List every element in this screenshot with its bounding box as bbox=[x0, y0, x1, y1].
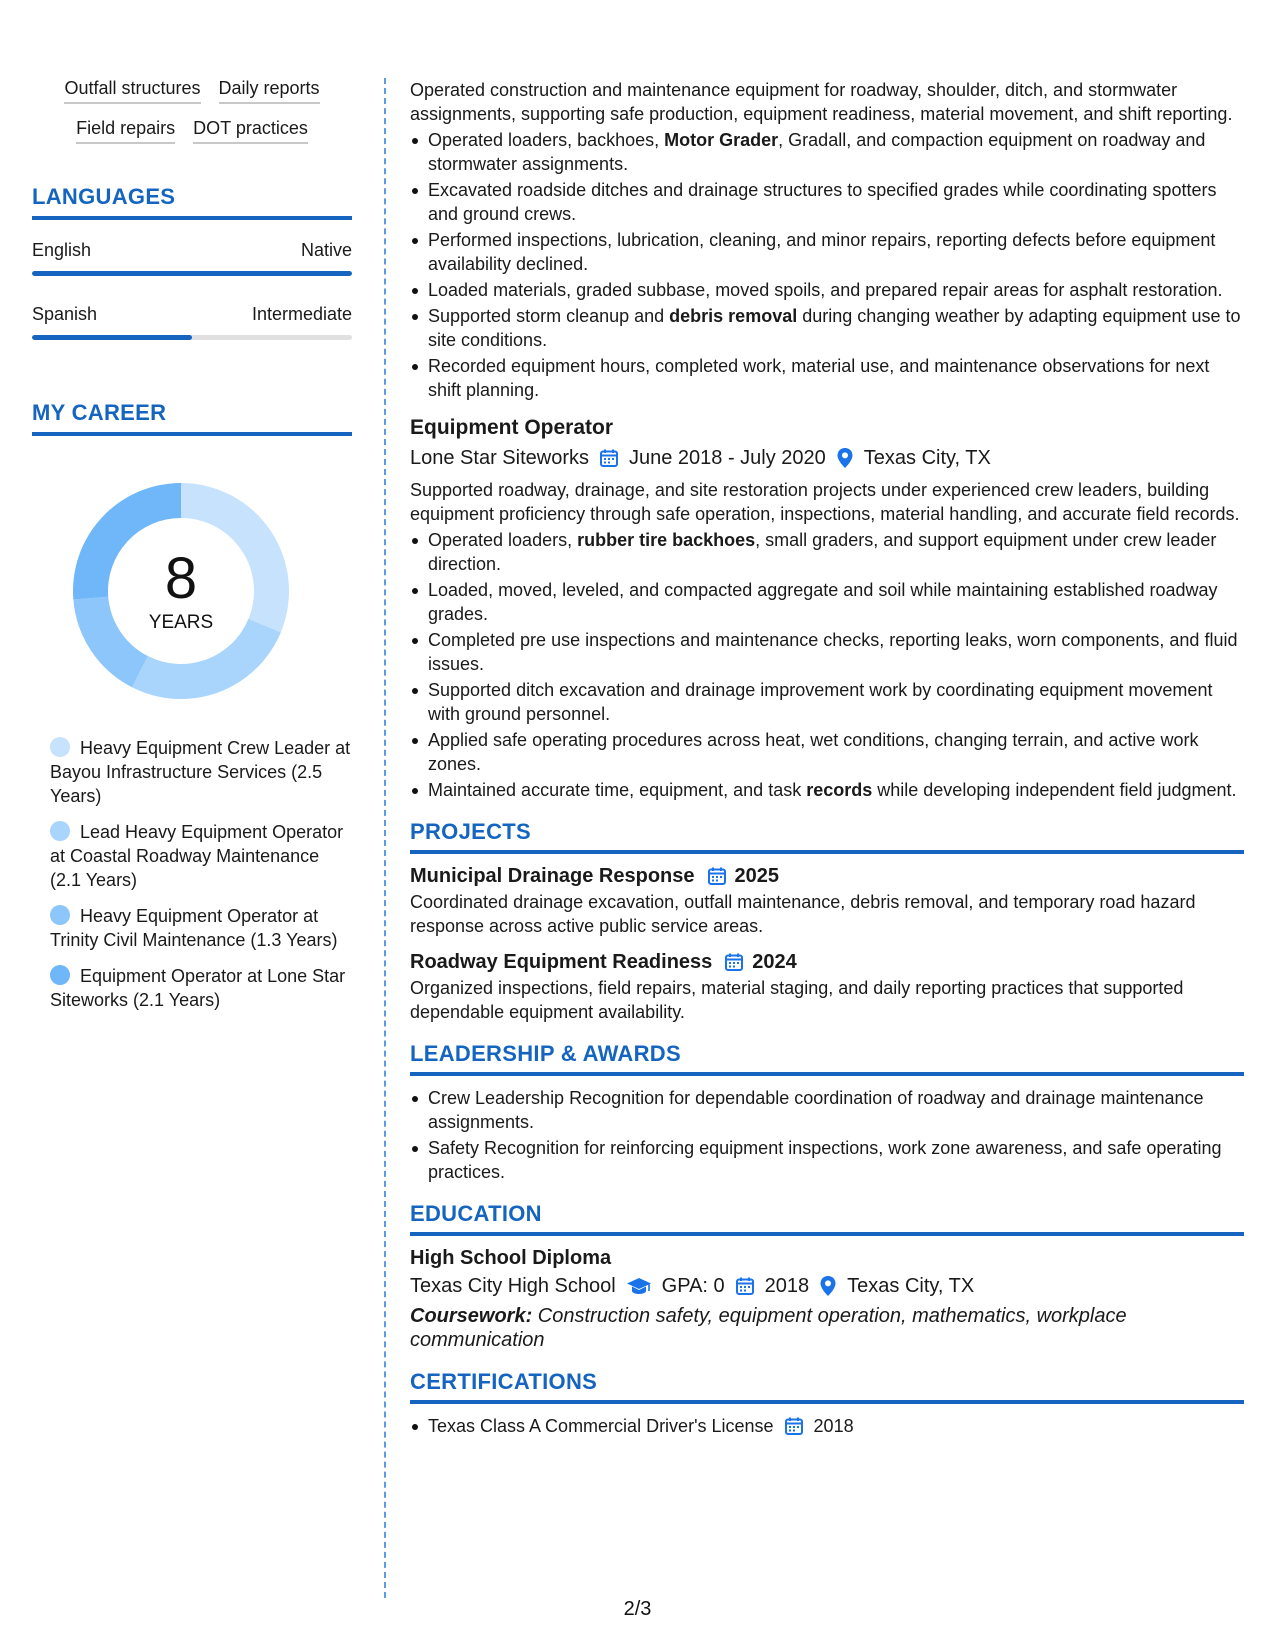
certification-item bbox=[410, 1414, 1244, 1438]
job2-company: Lone Star Siteworks bbox=[410, 447, 589, 469]
project-name: Roadway Equipment Readiness bbox=[410, 951, 713, 973]
education-meta bbox=[410, 1274, 1244, 1298]
career-legend-item bbox=[50, 904, 352, 952]
career-heading: MY CAREER bbox=[32, 400, 352, 436]
job2-bullet: Supported ditch excavation and drainage improvement work by coordinating equipment movement with ground personnel. bbox=[410, 678, 1244, 726]
bold-keyword: debris removal bbox=[669, 306, 798, 326]
project-year bbox=[707, 864, 780, 888]
career-legend-item bbox=[50, 964, 352, 1012]
leadership-item: Safety Recognition for reinforcing equipment inspections, work zone awareness, and safe operating practices. bbox=[410, 1136, 1244, 1184]
career-legend bbox=[32, 736, 352, 1012]
job2-meta bbox=[410, 446, 1244, 470]
projects-heading: PROJECTS bbox=[410, 820, 1244, 854]
legend-dot bbox=[50, 965, 70, 985]
project-year-text: 2025 bbox=[734, 865, 780, 887]
language-item bbox=[32, 304, 352, 340]
career-legend-item bbox=[50, 736, 352, 808]
language-level: Native bbox=[300, 240, 352, 260]
project-name: Municipal Drainage Response bbox=[410, 865, 695, 887]
calendar-icon bbox=[707, 866, 727, 886]
certifications-list bbox=[410, 1414, 1244, 1438]
job2-dates: June 2018 - July 2020 bbox=[628, 447, 826, 469]
donut-center bbox=[66, 476, 296, 706]
education-degree: High School Diploma bbox=[410, 1247, 612, 1269]
career-legend-item bbox=[50, 820, 352, 892]
language-name: English bbox=[32, 240, 92, 260]
column-divider bbox=[384, 78, 386, 1598]
location-pin-icon bbox=[819, 1275, 837, 1297]
education-gpa: GPA: 0 bbox=[661, 1275, 725, 1297]
leadership-heading: LEADERSHIP & AWARDS bbox=[410, 1042, 1244, 1076]
career-legend-label: Equipment Operator at Lone Star Siteworks (2.1 Years) bbox=[50, 966, 346, 1010]
language-bar-fill bbox=[32, 335, 192, 340]
certification-year: 2018 bbox=[813, 1416, 854, 1436]
job2-bullet: Completed pre use inspections and maintenance checks, reporting leaks, worn components, and fluid issues. bbox=[410, 628, 1244, 676]
job2-bullet: Loaded, moved, leveled, and compacted aggregate and soil while maintaining established roadway grades. bbox=[410, 578, 1244, 626]
language-row bbox=[32, 304, 352, 325]
certification-row bbox=[428, 1414, 1244, 1438]
career-years-value: 8 bbox=[164, 546, 198, 611]
language-level: Intermediate bbox=[251, 304, 352, 324]
job2-location: Texas City, TX bbox=[863, 447, 991, 469]
skill-tag-row bbox=[76, 118, 308, 144]
career-donut-chart bbox=[66, 476, 296, 706]
bold-keyword: Motor Grader bbox=[664, 130, 779, 150]
location-pin-icon bbox=[836, 447, 854, 469]
calendar-icon bbox=[599, 448, 619, 468]
calendar-icon bbox=[735, 1276, 755, 1296]
leadership-list bbox=[410, 1086, 1244, 1184]
project-description: Organized inspections, field repairs, material staging, and daily reporting practices that supported dependable equipment availability. bbox=[410, 978, 1184, 1022]
projects-list bbox=[410, 864, 1244, 1024]
skill-tag: DOT practices bbox=[193, 118, 308, 144]
job1-bullet: Recorded equipment hours, completed work, material use, and maintenance observations for next shift planning. bbox=[410, 354, 1244, 402]
education-year: 2018 bbox=[764, 1275, 810, 1297]
project-description: Coordinated drainage excavation, outfall maintenance, debris removal, and temporary road hazard response across active public service areas. bbox=[410, 892, 1196, 936]
coursework-text: Construction safety, equipment operation, mathematics, workplace communication bbox=[410, 1305, 1127, 1351]
job2-bullets bbox=[410, 528, 1244, 802]
language-item bbox=[32, 240, 352, 276]
languages-heading: LANGUAGES bbox=[32, 184, 352, 220]
job2-title: Equipment Operator bbox=[410, 416, 614, 439]
job2-bullet: Maintained accurate time, equipment, and task records while developing independent field judgment. bbox=[410, 778, 1244, 802]
job1-summary: Operated construction and maintenance equipment for roadway, shoulder, ditch, and stormwater assignments, supporting safe production, equipment readiness, material movement, and shift reporting. bbox=[410, 80, 1233, 124]
job1-bullet: Loaded materials, graded subbase, moved spoils, and prepared repair areas for asphalt restoration. bbox=[410, 278, 1244, 302]
career-legend-label: Heavy Equipment Operator at Trinity Civil Maintenance (1.3 Years) bbox=[50, 906, 338, 950]
career-legend-label: Lead Heavy Equipment Operator at Coastal Roadway Maintenance (2.1 Years) bbox=[50, 822, 344, 890]
language-bar bbox=[32, 335, 352, 340]
job1-bullet: Performed inspections, lubrication, cleaning, and minor repairs, reporting defects before equipment availability declined. bbox=[410, 228, 1244, 276]
certifications-heading: CERTIFICATIONS bbox=[410, 1370, 1244, 1404]
languages-list bbox=[32, 240, 352, 340]
education-school: Texas City High School bbox=[410, 1275, 616, 1297]
right-column bbox=[410, 78, 1244, 1440]
skill-tag: Field repairs bbox=[76, 118, 175, 144]
bold-keyword: rubber tire backhoes bbox=[577, 530, 756, 550]
leadership-item: Crew Leadership Recognition for dependable coordination of roadway and drainage maintenance assignments. bbox=[410, 1086, 1244, 1134]
education-heading: EDUCATION bbox=[410, 1202, 1244, 1236]
skill-tag-row bbox=[64, 78, 319, 104]
project-year-text: 2024 bbox=[752, 951, 797, 973]
language-bar-fill bbox=[32, 271, 352, 276]
coursework-label: Coursework: bbox=[410, 1305, 533, 1327]
career-years-label: YEARS bbox=[148, 612, 214, 633]
bold-keyword: records bbox=[806, 780, 873, 800]
language-row bbox=[32, 240, 352, 261]
job1-bullets bbox=[410, 128, 1244, 402]
job1-bullet: Excavated roadside ditches and drainage structures to specified grades while coordinating spotters and ground crews. bbox=[410, 178, 1244, 226]
certification-name: Texas Class A Commercial Driver's License bbox=[428, 1416, 774, 1436]
legend-dot bbox=[50, 737, 70, 757]
career-section bbox=[32, 400, 352, 1012]
skill-tag: Daily reports bbox=[219, 78, 320, 104]
job2-bullet: Operated loaders, rubber tire backhoes, small graders, and support equipment under crew leader direction. bbox=[410, 528, 1244, 576]
project-year bbox=[724, 950, 797, 974]
job2-bullet: Applied safe operating procedures across heat, wet conditions, changing terrain, and active work zones. bbox=[410, 728, 1244, 776]
page-number: 2/3 bbox=[623, 1598, 652, 1620]
job2-summary: Supported roadway, drainage, and site restoration projects under experienced crew leaders, building equipment proficiency through safe operation, inspections, material handling, and accurate field records. bbox=[410, 480, 1240, 524]
skills-tags bbox=[32, 78, 352, 144]
left-column bbox=[32, 78, 352, 1024]
job1-bullet: Operated loaders, backhoes, Motor Grader, Gradall, and compaction equipment on roadway and stormwater assignments. bbox=[410, 128, 1244, 176]
project-title bbox=[410, 864, 1244, 888]
career-legend-label: Heavy Equipment Crew Leader at Bayou Infrastructure Services (2.5 Years) bbox=[50, 738, 351, 806]
language-name: Spanish bbox=[32, 304, 98, 324]
education-location: Texas City, TX bbox=[847, 1275, 975, 1297]
language-bar bbox=[32, 271, 352, 276]
project-title bbox=[410, 950, 1244, 974]
graduation-cap-icon bbox=[626, 1276, 652, 1296]
legend-dot bbox=[50, 821, 70, 841]
education-coursework bbox=[410, 1304, 1244, 1352]
job1-bullet: Supported storm cleanup and debris removal during changing weather by adapting equipment use to site conditions. bbox=[410, 304, 1244, 352]
skill-tag: Outfall structures bbox=[64, 78, 200, 104]
calendar-icon bbox=[724, 952, 744, 972]
legend-dot bbox=[50, 905, 70, 925]
calendar-icon bbox=[784, 1416, 804, 1436]
